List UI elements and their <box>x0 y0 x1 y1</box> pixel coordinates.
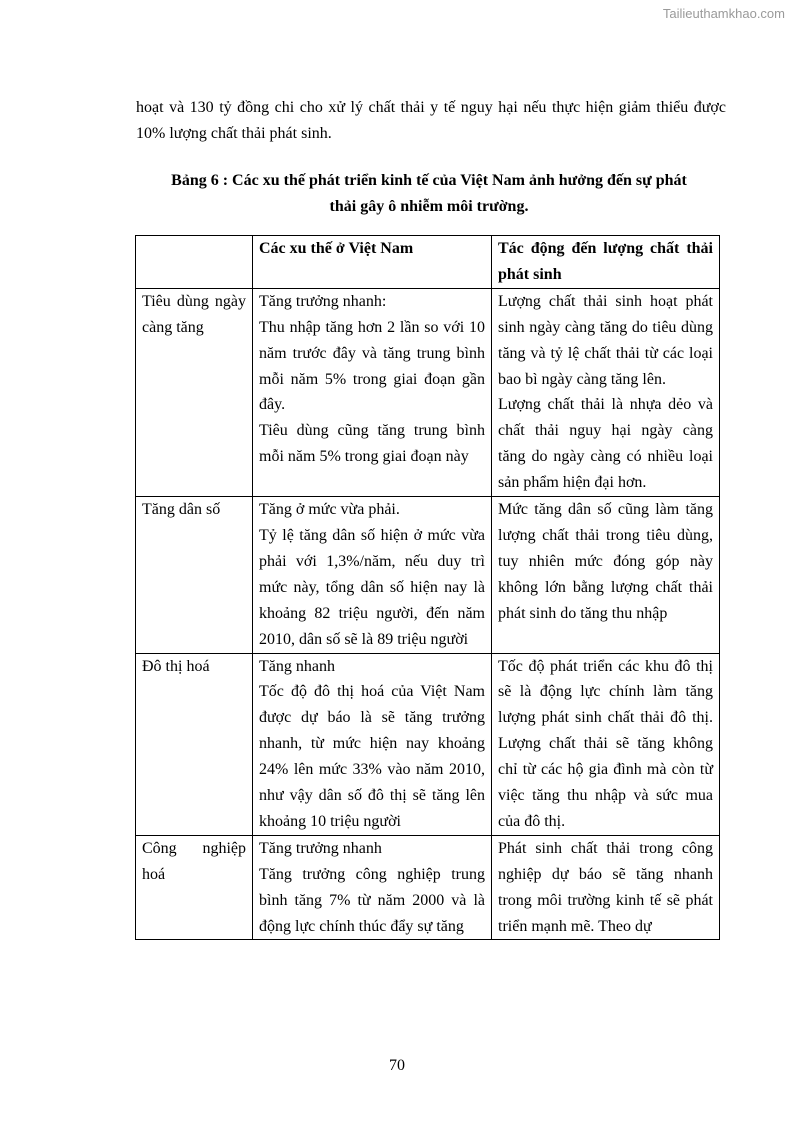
trend-line: Tăng nhanh <box>259 657 335 675</box>
table-row <box>136 497 720 653</box>
table-header-row <box>136 236 720 289</box>
header-impact: Tác động đến lượng chất thải phát sinh <box>492 236 720 289</box>
impact-line: Tốc độ phát triển các khu đô thị sẽ là động lực chính làm tăng lượng phát sinh chất thải đô thị. Lượng chất thải sẽ tăng không chỉ từ các hộ gia đình mà còn từ việc tăng thu nhập và sức mua của đô thị. <box>498 657 713 830</box>
row-trend <box>253 835 492 940</box>
row-impact <box>492 835 720 940</box>
row-impact <box>492 497 720 653</box>
page-number: 70 <box>389 1057 405 1074</box>
table-caption-line-2: thải gây ô nhiễm môi trường. <box>329 198 529 215</box>
impact-line: Lượng chất thải là nhựa dẻo và chất thải nguy hại ngày càng tăng do ngày càng có nhiều loại sản phẩm hiện đại hơn. <box>498 396 713 492</box>
table-caption <box>136 168 722 220</box>
table-row <box>136 653 720 835</box>
impact-line: Phát sinh chất thải trong công nghiệp dự báo sẽ tăng nhanh trong môi trường kinh tế sẽ phát triển mạnh mẽ. Theo dự <box>498 839 713 935</box>
row-trend <box>253 653 492 835</box>
table-caption-line-1: Bảng 6 : Các xu thế phát triển kinh tế của Việt Nam ảnh hưởng đến sự phát <box>171 172 687 189</box>
table-row <box>136 835 720 940</box>
economic-trends-table <box>135 235 720 940</box>
row-impact <box>492 288 720 496</box>
trend-line: Thu nhập tăng hơn 2 lần so với 10 năm trước đây và tăng trung bình mỗi năm 5% trong giai đoạn gần đây. <box>259 318 485 414</box>
row-impact <box>492 653 720 835</box>
row-trend <box>253 497 492 653</box>
intro-paragraph: hoạt và 130 tỷ đồng chi cho xử lý chất thải y tế nguy hại nếu thực hiện giảm thiểu được 10% lượng chất thải phát sinh. <box>136 99 726 142</box>
trend-line: Tốc độ đô thị hoá của Việt Nam được dự báo là sẽ tăng trưởng nhanh, từ mức hiện nay khoảng 24% lên mức 33% vào năm 2010, như vậy dân số đô thị sẽ tăng lên khoảng 10 triệu người <box>259 683 485 830</box>
row-factor: Tiêu dùng ngày càng tăng <box>136 288 253 496</box>
watermark: Tailieuthamkhao.com <box>662 6 785 21</box>
row-factor: Tăng dân số <box>136 497 253 653</box>
trend-line: Tăng trưởng nhanh <box>259 839 382 857</box>
header-factor <box>136 236 253 289</box>
intro-paragraph-block <box>136 95 726 147</box>
trend-line: Tăng ở mức vừa phải. <box>259 501 400 519</box>
table-row <box>136 288 720 496</box>
header-trends: Các xu thế ở Việt Nam <box>253 236 492 289</box>
trend-line: Tăng trưởng nhanh: <box>259 292 387 310</box>
row-factor: Công nghiệp hoá <box>136 835 253 940</box>
impact-line: Mức tăng dân số cũng làm tăng lượng chất thải trong tiêu dùng, tuy nhiên mức đóng góp này không lớn bằng lượng chất thải phát sinh do tăng thu nhập <box>498 501 713 622</box>
trend-line: Tỷ lệ tăng dân số hiện ở mức vừa phải với 1,3%/năm, nếu duy trì mức này, tổng dân số hiện nay là khoảng 82 triệu người, đến năm 2010, dân số sẽ là 89 triệu người <box>259 526 485 648</box>
trend-line: Tăng trưởng công nghiệp trung bình tăng 7% từ năm 2000 và là động lực chính thúc đẩy sự tăng <box>259 865 485 935</box>
impact-line: Lượng chất thải sinh hoạt phát sinh ngày càng tăng do tiêu dùng tăng và tỷ lệ chất thải từ các loại bao bì ngày càng tăng lên. <box>498 292 713 388</box>
trend-line: Tiêu dùng cũng tăng trung bình mỗi năm 5% trong giai đoạn này <box>259 422 485 466</box>
row-trend <box>253 288 492 496</box>
row-factor: Đô thị hoá <box>136 653 253 835</box>
